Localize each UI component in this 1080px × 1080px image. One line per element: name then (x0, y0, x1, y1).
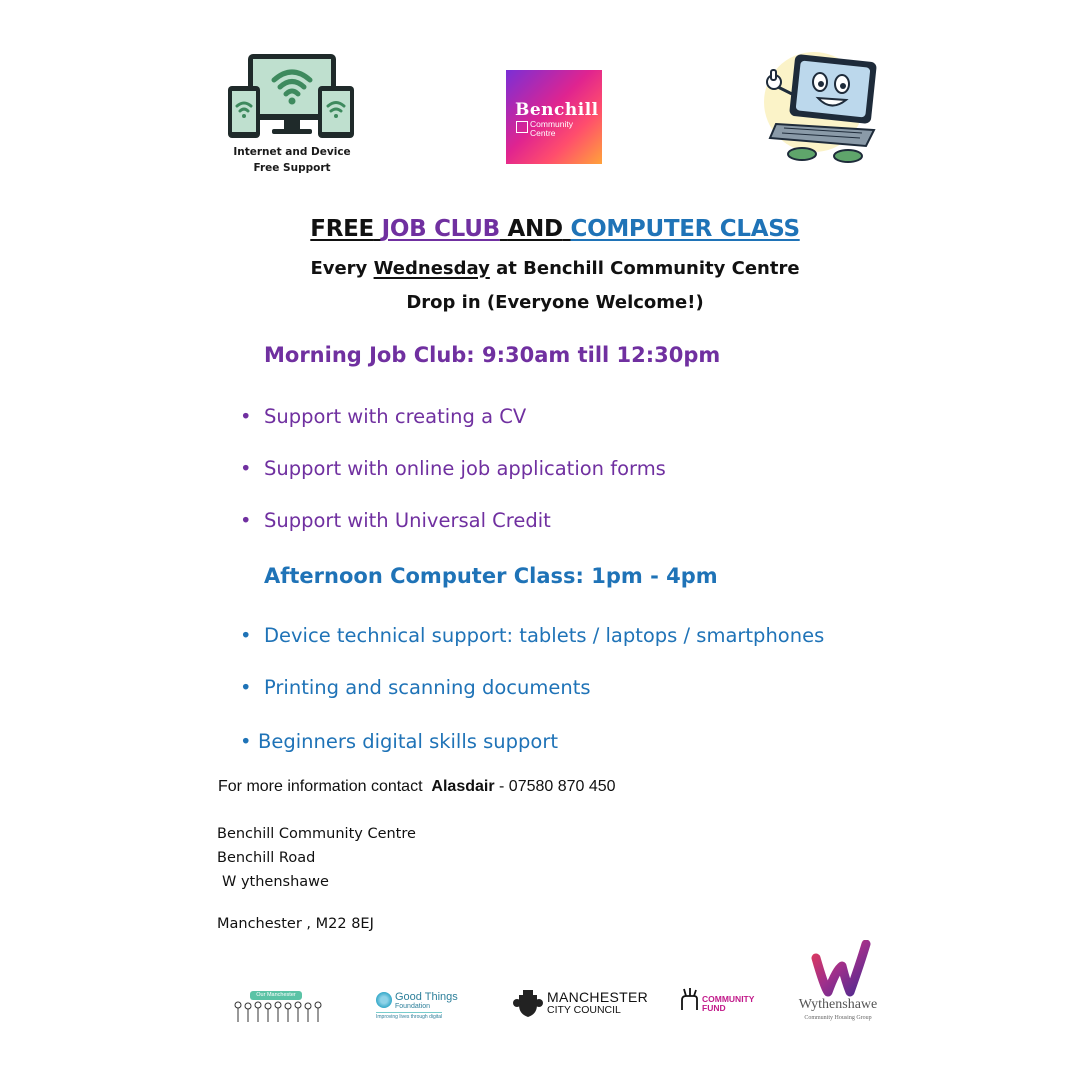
good-things-ring-icon (376, 992, 392, 1008)
bullet-icon: • (240, 676, 252, 699)
contact-prefix: For more information contact (218, 778, 423, 795)
benchill-community-centre-logo (506, 70, 602, 164)
title-free: FREE (310, 216, 374, 242)
gtf-line-3: Improving lives through digital (376, 1014, 443, 1020)
coat-of-arms-icon (513, 989, 543, 1019)
caption-line-2: Free Support (253, 162, 331, 174)
drop-in-line: Drop in (Everyone Welcome!) (406, 292, 704, 313)
benchill-logo-name: Benchill (515, 100, 599, 120)
benchill-sub-1: Community (530, 119, 573, 129)
lottery-hand-icon (678, 986, 700, 1012)
schedule-place: at Benchill Community Centre (496, 258, 800, 279)
list-item-text: Device technical support: tablets / laptops / smartphones (264, 624, 825, 647)
bullet-icon: • (240, 457, 252, 480)
address-line-4: Manchester , M22 8EJ (217, 916, 374, 932)
title-computer-class: COMPUTER CLASS (570, 216, 800, 242)
cf-line-2: FUND (702, 1003, 726, 1013)
devices-wifi-icon (226, 52, 358, 144)
list-item-text: Support with online job application forms (264, 457, 666, 480)
mcc-line-1: MANCHESTER (547, 989, 649, 1005)
schedule-every: Every (310, 258, 368, 279)
list-item-text: Beginners digital skills support (258, 730, 558, 753)
wch-line-2: Community Housing Group (804, 1015, 872, 1021)
caption-line-1: Internet and Device (233, 146, 351, 158)
community-fund-logo (678, 986, 768, 1016)
wythenshawe-community-housing-logo (788, 940, 888, 1030)
list-item-text: Support with Universal Credit (264, 509, 551, 532)
internet-device-support-logo (226, 52, 358, 176)
gtf-line-1: Good Things (395, 991, 458, 1003)
bullet-icon: • (240, 509, 252, 532)
manchester-city-council-logo (513, 989, 648, 1019)
benchill-mark-icon (516, 121, 528, 133)
contact-line (218, 778, 616, 796)
bullet-icon: • (240, 730, 252, 753)
bullet-icon: • (240, 405, 252, 428)
address-line-3: W ythenshawe (222, 874, 329, 890)
contact-phone: - 07580 870 450 (499, 778, 616, 795)
gtf-line-2: Foundation (395, 1003, 431, 1010)
internet-logo-caption (226, 144, 358, 176)
mcc-line-2: CITY COUNCIL (547, 1004, 621, 1016)
contact-name: Alasdair (431, 778, 495, 795)
address-line-1: Benchill Community Centre (217, 826, 416, 842)
address-line-2: Benchill Road (217, 850, 316, 866)
afternoon-section-title: Afternoon Computer Class: 1pm - 4pm (264, 564, 718, 588)
cf-line-1: COMMUNITY (702, 994, 755, 1004)
schedule-line (0, 258, 1080, 279)
schedule-wednesday: Wednesday (373, 258, 490, 279)
our-manchester-logo (232, 990, 324, 1024)
list-item-text: Printing and scanning documents (264, 676, 591, 699)
our-manchester-badge: Our Manchester (250, 991, 302, 1000)
list-item-text: Support with creating a CV (264, 405, 527, 428)
morning-section-title: Morning Job Club: 9:30am till 12:30pm (264, 343, 721, 367)
page-title (0, 216, 1080, 242)
w-mark-icon (788, 940, 888, 998)
title-and: AND (507, 216, 563, 242)
good-things-foundation-logo (376, 990, 466, 1020)
laptop-mascot-icon (762, 46, 882, 166)
title-job-club: JOB CLUB (381, 216, 500, 242)
crowd-icon (232, 1000, 324, 1024)
bullet-icon: • (240, 624, 252, 647)
benchill-sub-2: Centre (530, 128, 556, 138)
wch-line-1: Wythenshawe (798, 997, 878, 1012)
benchill-logo-sub (530, 120, 573, 138)
